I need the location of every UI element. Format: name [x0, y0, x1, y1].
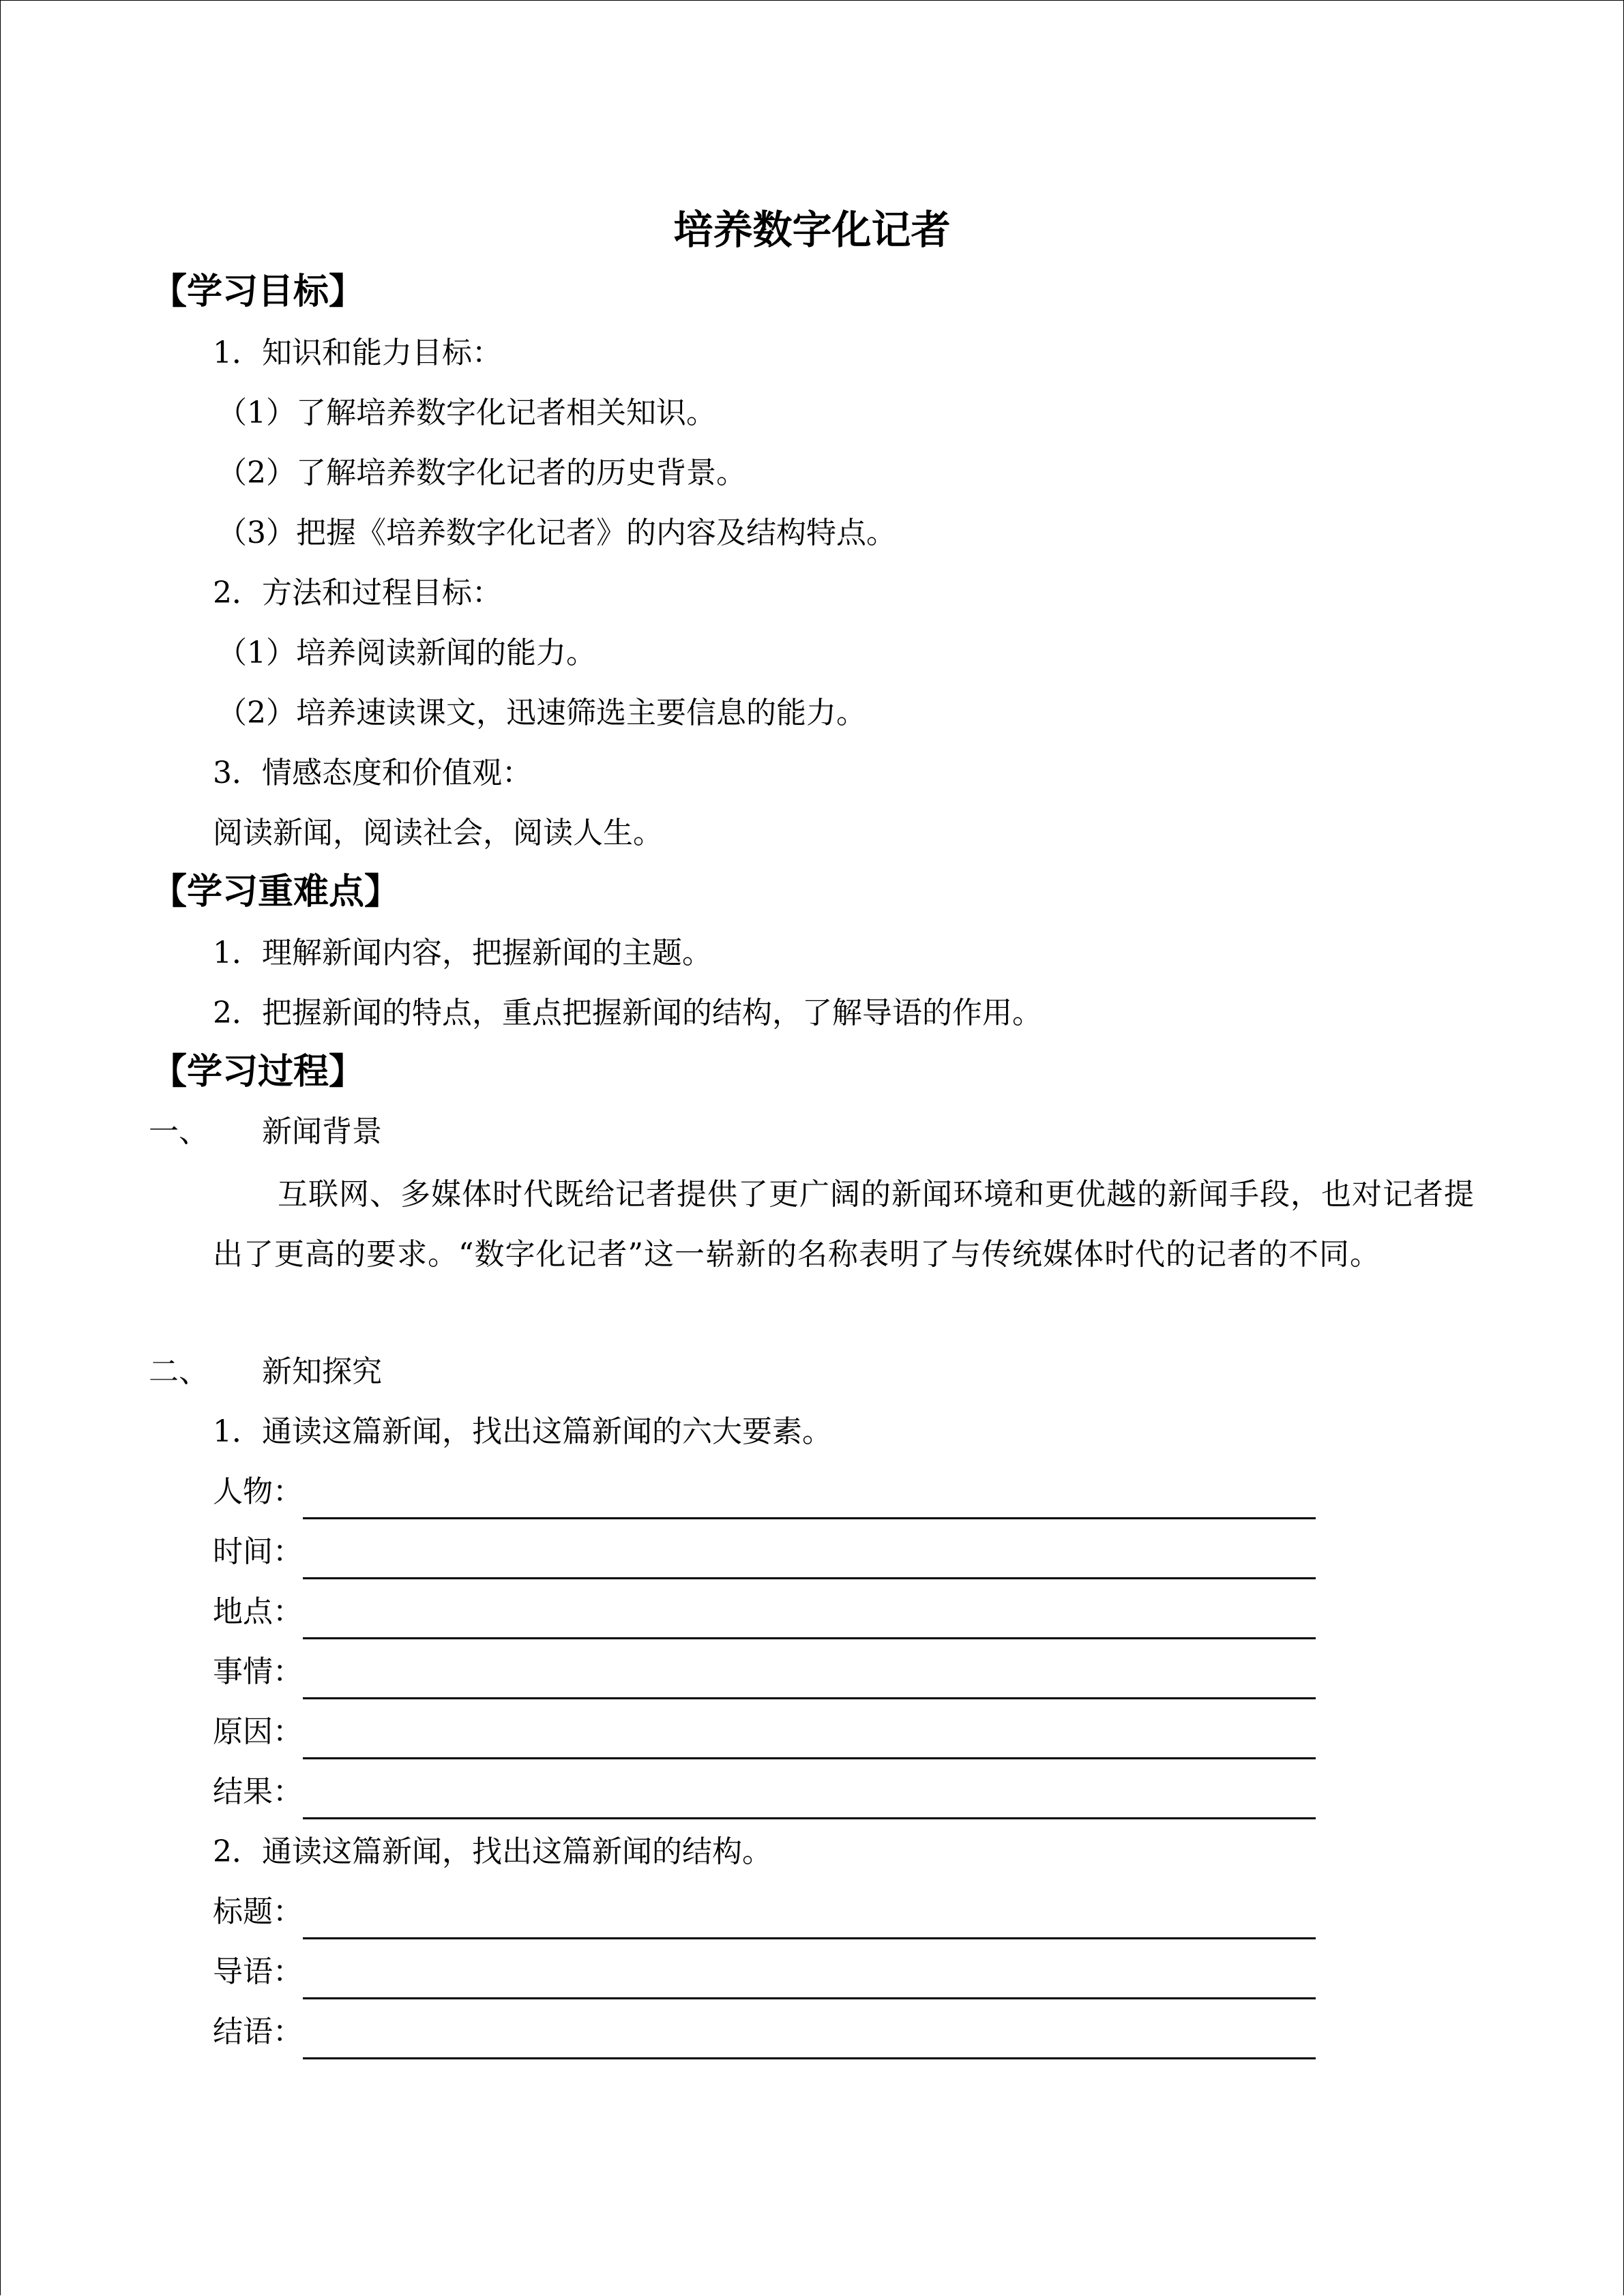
fill-label: 人物：	[213, 1474, 303, 1509]
heading-key-points: 【学习重难点】	[151, 871, 400, 912]
fill-label: 时间：	[213, 1534, 303, 1569]
section-two-title: 新知探究	[262, 1354, 382, 1389]
fill-row-lead[interactable]	[213, 1945, 1316, 1999]
fill-label: 原因：	[213, 1714, 303, 1749]
section-one-number: 一、	[149, 1114, 209, 1149]
heading-learning-process: 【学习过程】	[151, 1052, 365, 1092]
fill-row-cause[interactable]	[213, 1705, 1316, 1759]
goal-line: 3．情感态度和价值观：	[213, 756, 532, 790]
answer-blank[interactable]	[303, 1958, 1316, 1999]
answer-blank[interactable]	[303, 2018, 1316, 2059]
question-one: 1．通读这篇新闻，找出这篇新闻的六大要素。	[213, 1414, 832, 1449]
goal-line: （1）了解培养数字化记者相关知识。	[217, 396, 716, 430]
answer-blank[interactable]	[303, 1898, 1316, 1939]
answer-blank[interactable]	[303, 1538, 1316, 1579]
answer-blank[interactable]	[303, 1718, 1316, 1759]
fill-label: 结果：	[213, 1774, 303, 1809]
question-two: 2．通读这篇新闻，找出这篇新闻的结构。	[213, 1834, 772, 1869]
fill-label: 结语：	[213, 2014, 303, 2049]
fill-label: 事情：	[213, 1654, 303, 1689]
fill-row-ending[interactable]	[213, 2005, 1316, 2059]
heading-learning-goals: 【学习目标】	[151, 271, 365, 312]
goal-line: （1）培养阅读新闻的能力。	[217, 636, 596, 670]
answer-blank[interactable]	[303, 1778, 1316, 1819]
section-one	[149, 1105, 382, 1159]
fill-row-headline[interactable]	[213, 1885, 1316, 1939]
answer-blank[interactable]	[303, 1658, 1316, 1699]
goal-line: 阅读新闻，阅读社会，阅读人生。	[213, 816, 663, 850]
fill-row-result[interactable]	[213, 1765, 1316, 1819]
fill-label: 导语：	[213, 1954, 303, 1989]
goal-line: （3）把握《培养数字化记者》的内容及结构特点。	[217, 516, 896, 550]
goal-line: （2）了解培养数字化记者的历史背景。	[217, 456, 746, 490]
background-paragraph: 互联网、多媒体时代既给记者提供了更广阔的新闻环境和更优越的新闻手段，也对记者提出了更高的要求。“数字化记者”这一崭新的名称表明了与传统媒体时代的记者的不同。	[213, 1177, 1475, 1272]
goal-line: 1．知识和能力目标：	[213, 336, 502, 370]
fill-label: 地点：	[213, 1594, 303, 1629]
fill-row-time[interactable]	[213, 1525, 1316, 1579]
key-point-line: 2．把握新闻的特点，重点把握新闻的结构，了解导语的作用。	[213, 996, 1042, 1030]
key-point-line: 1．理解新闻内容，把握新闻的主题。	[213, 936, 712, 970]
goal-line: （2）培养速读课文，迅速筛选主要信息的能力。	[217, 696, 866, 730]
fill-row-event[interactable]	[213, 1645, 1316, 1699]
answer-blank[interactable]	[303, 1478, 1316, 1519]
fill-label: 标题：	[213, 1894, 303, 1929]
answer-blank[interactable]	[303, 1598, 1316, 1639]
section-two	[149, 1345, 382, 1399]
section-one-title: 新闻背景	[262, 1114, 382, 1149]
fill-row-characters[interactable]	[213, 1465, 1316, 1519]
fill-row-place[interactable]	[213, 1585, 1316, 1639]
document-title: 培养数字化记者	[673, 207, 951, 253]
goal-line: 2．方法和过程目标：	[213, 576, 502, 610]
section-two-number: 二、	[149, 1354, 209, 1389]
